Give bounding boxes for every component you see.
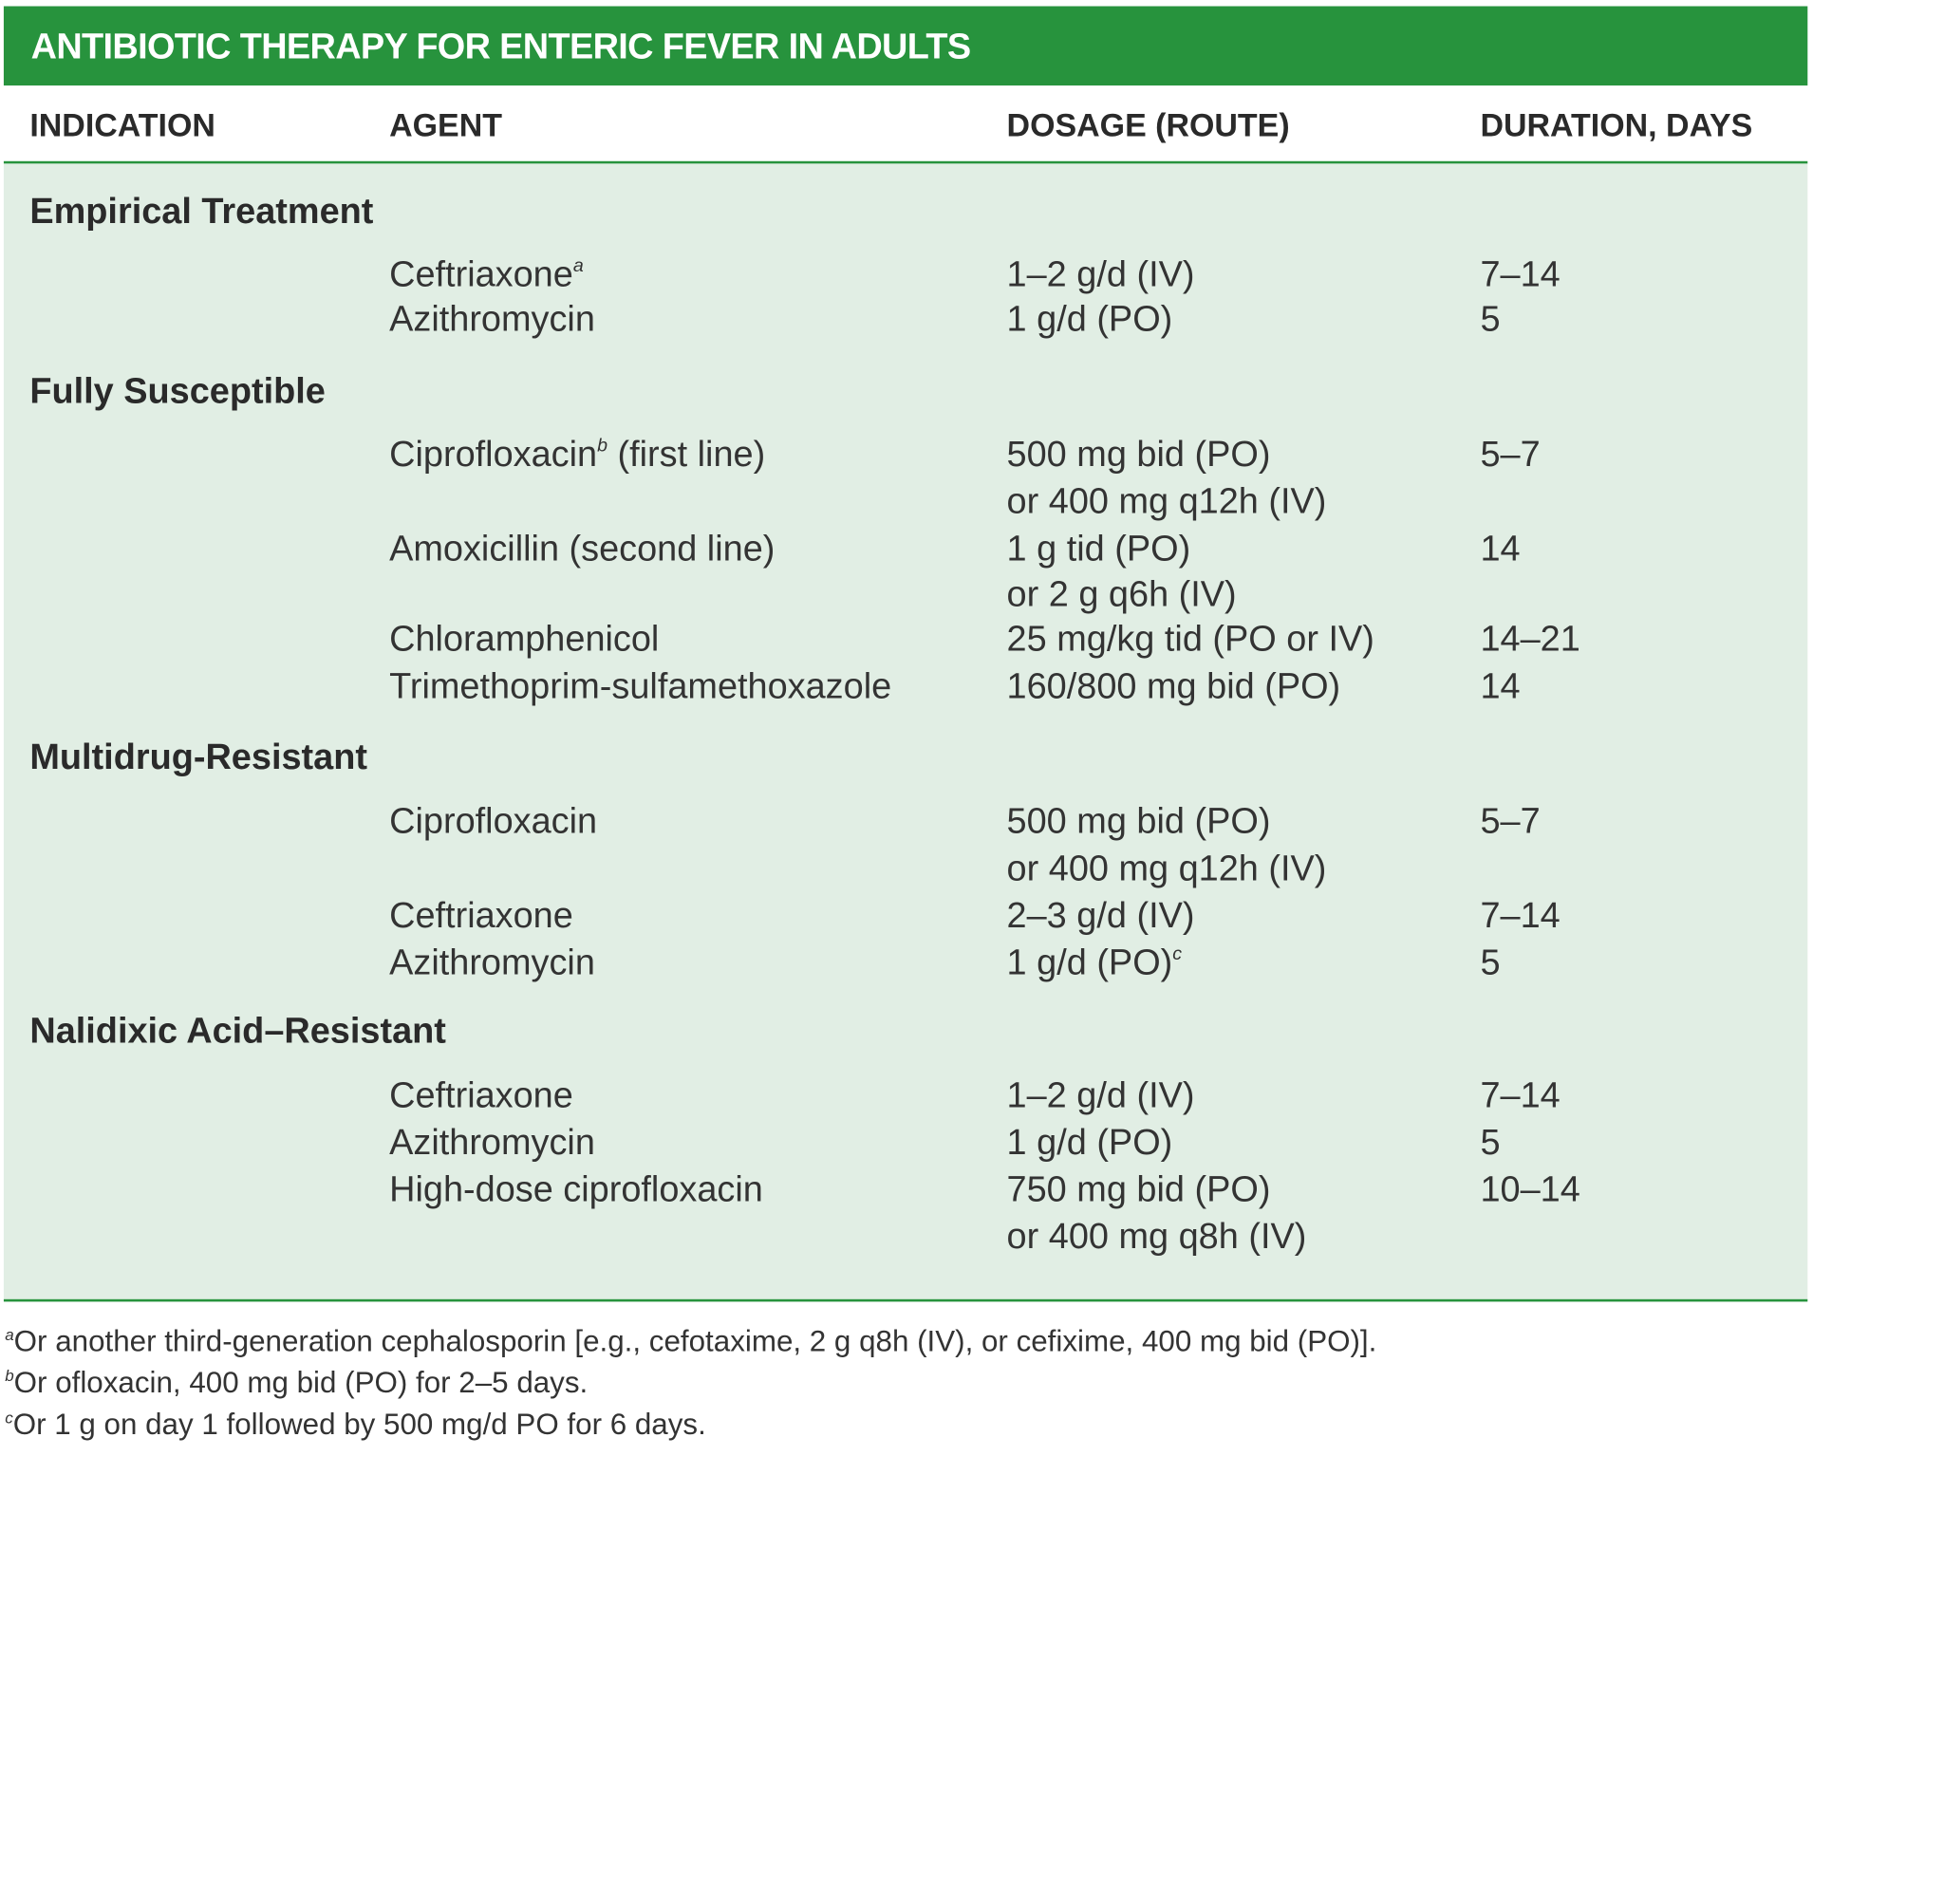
dosage-cell: 500 mg bid (PO) — [1006, 435, 1271, 476]
duration-cell: 5 — [1480, 300, 1501, 340]
footnote: $^a$Or another third-generation cephalosporin [e.g., cefotaxime, 2 g q8h (IV), or cefixime, 400 mg bid (PO)]. — [5, 1325, 1377, 1359]
duration-cell: 5 — [1480, 1123, 1501, 1164]
duration-cell: 7–14 — [1480, 1075, 1561, 1116]
column-header-row — [4, 85, 1807, 161]
section-heading: Nalidixic Acid–Resistant — [29, 1011, 446, 1052]
dosage-cell-alt: or 2 g q6h (IV) — [1006, 575, 1237, 615]
column-header-duration: DURATION, DAYS — [1480, 106, 1753, 144]
agent-cell: Azithromycin — [389, 1123, 595, 1164]
dosage-cell-alt: or 400 mg q12h (IV) — [1006, 849, 1327, 889]
table-body — [4, 163, 1807, 1298]
duration-cell: 7–14 — [1480, 896, 1561, 937]
dosage-cell-alt: or 400 mg q8h (IV) — [1006, 1217, 1307, 1258]
footnote: $^c$Or 1 g on day 1 followed by 500 mg/d PO for 6 days. — [5, 1408, 706, 1442]
agent-cell: Chloramphenicol — [389, 620, 660, 660]
footnote-mark: a — [5, 1325, 14, 1344]
duration-cell: 5 — [1480, 943, 1501, 983]
agent-cell: Ciprofloxacin$^b$ (first line) — [389, 435, 766, 476]
dosage-cell: 1–2 g/d (IV) — [1006, 255, 1195, 295]
dosage-cell: 500 mg bid (PO) — [1006, 802, 1271, 842]
dosage-cell: 1 g/d (PO)$^c$ — [1006, 943, 1183, 983]
agent-cell: Amoxicillin (second line) — [389, 529, 776, 569]
footnote: $^b$Or ofloxacin, 400 mg bid (PO) for 2–5 days. — [5, 1366, 589, 1400]
duration-cell: 14 — [1480, 666, 1521, 707]
dosage-cell: 2–3 g/d (IV) — [1006, 896, 1195, 937]
footnote-mark: c — [5, 1408, 13, 1428]
column-header-indication: INDICATION — [29, 106, 215, 144]
dosage-cell: 750 mg bid (PO) — [1006, 1169, 1271, 1210]
agent-cell: Ciprofloxacin — [389, 802, 598, 842]
section-heading: Fully Susceptible — [29, 371, 326, 412]
duration-cell: 10–14 — [1480, 1169, 1580, 1210]
dosage-cell: 160/800 mg bid (PO) — [1006, 666, 1341, 707]
footnote-marker: c — [1172, 943, 1183, 965]
column-header-dosage: DOSAGE (ROUTE) — [1006, 106, 1290, 144]
duration-cell: 5–7 — [1480, 435, 1541, 476]
table-title-bar — [4, 7, 1807, 86]
table-bottom-divider — [4, 1299, 1807, 1302]
dosage-cell-alt: or 400 mg q12h (IV) — [1006, 482, 1327, 522]
dosage-cell: 1 g/d (PO) — [1006, 300, 1173, 340]
duration-cell: 14–21 — [1480, 620, 1580, 660]
duration-cell: 14 — [1480, 529, 1521, 569]
agent-cell: Azithromycin — [389, 943, 595, 983]
dosage-cell: 25 mg/kg tid (PO or IV) — [1006, 620, 1374, 660]
agent-cell: Ceftriaxone — [389, 1075, 573, 1116]
dosage-cell: 1 g/d (PO) — [1006, 1123, 1173, 1164]
agent-cell: Ceftriaxone — [389, 896, 573, 937]
dosage-cell: 1–2 g/d (IV) — [1006, 1075, 1195, 1116]
footnote-marker: b — [597, 435, 608, 457]
footnote-marker: a — [572, 255, 584, 277]
agent-cell: Azithromycin — [389, 300, 595, 340]
section-heading: Multidrug-Resistant — [29, 737, 367, 777]
column-header-agent: AGENT — [389, 106, 502, 144]
agent-cell: High-dose ciprofloxacin — [389, 1169, 763, 1210]
duration-cell: 7–14 — [1480, 255, 1561, 295]
table-title: ANTIBIOTIC THERAPY FOR ENTERIC FEVER IN ADULTS — [30, 27, 971, 67]
dosage-cell: 1 g tid (PO) — [1006, 529, 1191, 569]
section-heading: Empirical Treatment — [29, 192, 374, 233]
agent-cell: Trimethoprim-sulfamethoxazole — [389, 666, 892, 707]
agent-cell: Ceftriaxone$^a$ — [389, 255, 584, 295]
duration-cell: 5–7 — [1480, 802, 1541, 842]
footnote-mark: b — [5, 1366, 14, 1385]
